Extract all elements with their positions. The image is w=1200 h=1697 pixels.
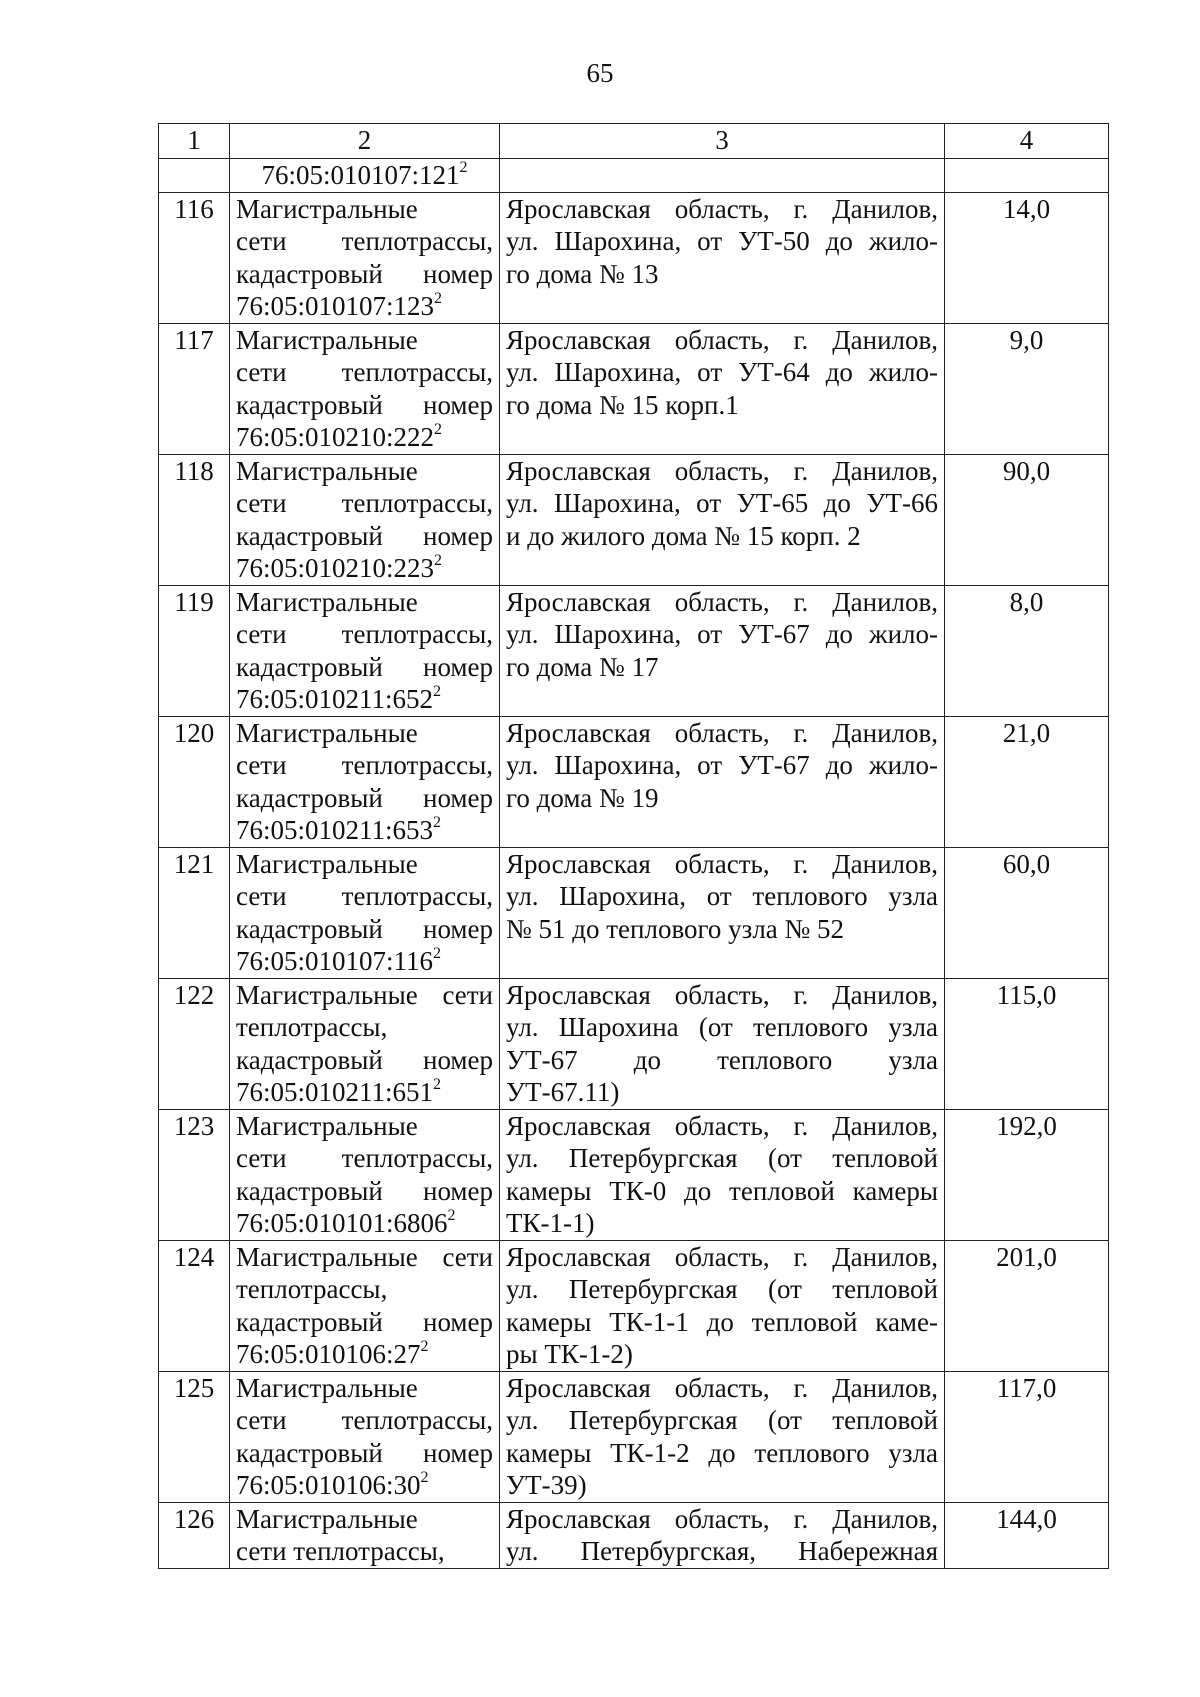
object-name-cell bbox=[230, 1109, 500, 1240]
heat-network-table bbox=[158, 123, 1109, 1569]
location-line: ул. Шарохина, от УТ-67 до жило- bbox=[506, 619, 938, 649]
location-line: Ярославская область, г. Данилов, bbox=[506, 848, 938, 879]
length-value: 117,0 bbox=[945, 1371, 1109, 1502]
location-line: го дома № 13 bbox=[506, 258, 659, 289]
object-name-line: кадастровый номер bbox=[236, 782, 493, 813]
footnote-marker: 2 bbox=[420, 1469, 429, 1486]
object-name-line: сети теплотрассы, bbox=[236, 881, 493, 911]
cadastral-number bbox=[236, 552, 493, 585]
footnote-marker: 2 bbox=[433, 683, 442, 700]
object-name-cell bbox=[230, 847, 500, 978]
object-name-cell bbox=[230, 1502, 500, 1568]
location-line: Ярославская область, г. Данилов, bbox=[506, 1241, 938, 1272]
row-number: 126 bbox=[159, 1502, 230, 1568]
cadastral-text: 76:05:010107:116 bbox=[236, 946, 434, 976]
column-number: 4 bbox=[945, 124, 1109, 159]
object-name-cell bbox=[230, 1240, 500, 1371]
cadastral-number bbox=[236, 683, 493, 716]
location-line: ул. Шарохина, от УТ-64 до жило- bbox=[506, 357, 938, 387]
location-cell bbox=[500, 978, 945, 1109]
length-value: 9,0 bbox=[945, 323, 1109, 454]
row-number: 121 bbox=[159, 847, 230, 978]
continuation-name-cell bbox=[230, 159, 500, 193]
cadastral-text: 76:05:010211:652 bbox=[236, 684, 434, 714]
continuation-num-cell bbox=[159, 159, 230, 193]
object-name-line: сети теплотрассы, bbox=[236, 1405, 493, 1435]
table-row bbox=[159, 323, 1109, 454]
length-value: 192,0 bbox=[945, 1109, 1109, 1240]
footnote-marker: 2 bbox=[447, 1207, 456, 1224]
object-name-cell bbox=[230, 978, 500, 1109]
cadastral-number bbox=[236, 814, 493, 847]
footnote-marker: 2 bbox=[433, 945, 442, 962]
location-line: УТ-67 до теплового узла bbox=[506, 1044, 938, 1075]
location-cell bbox=[500, 847, 945, 978]
length-value: 14,0 bbox=[945, 192, 1109, 323]
object-name-line: кадастровый номер bbox=[236, 258, 493, 289]
location-line: ул. Шарохина, от теплового узла bbox=[506, 881, 938, 911]
object-name-cell bbox=[230, 192, 500, 323]
object-name-line: Магистральные сети bbox=[236, 1241, 493, 1272]
location-line: камеры ТК-1-1 до тепловой каме- bbox=[506, 1306, 938, 1337]
object-name-line: Магистральные bbox=[236, 193, 418, 224]
table-row bbox=[159, 1109, 1109, 1240]
length-value: 8,0 bbox=[945, 585, 1109, 716]
location-line: Ярославская область, г. Данилов, bbox=[506, 717, 938, 748]
footnote-marker: 2 bbox=[459, 159, 468, 176]
cadastral-number bbox=[236, 945, 493, 978]
table-row bbox=[159, 585, 1109, 716]
object-name-cell bbox=[230, 323, 500, 454]
location-line: ул. Шарохина, от УТ-50 до жило- bbox=[506, 226, 938, 256]
column-number: 1 bbox=[159, 124, 230, 159]
location-line: и до жилого дома № 15 корп. 2 bbox=[506, 520, 861, 551]
object-name-line: кадастровый номер bbox=[236, 1175, 493, 1206]
location-cell bbox=[500, 585, 945, 716]
length-value: 144,0 bbox=[945, 1502, 1109, 1568]
location-line: ул. Петербургская (от тепловой bbox=[506, 1405, 938, 1435]
column-number: 3 bbox=[500, 124, 945, 159]
location-cell bbox=[500, 323, 945, 454]
footnote-marker: 2 bbox=[420, 1338, 429, 1355]
cadastral-number bbox=[236, 1207, 493, 1240]
location-cell bbox=[500, 1240, 945, 1371]
location-line: Ярославская область, г. Данилов, bbox=[506, 1372, 938, 1403]
row-number: 117 bbox=[159, 323, 230, 454]
location-line: № 51 до теплового узла № 52 bbox=[506, 913, 845, 944]
table-row bbox=[159, 454, 1109, 585]
object-name-line: кадастровый номер bbox=[236, 913, 493, 944]
location-line: ры ТК-1-2) bbox=[506, 1339, 633, 1369]
table-row bbox=[159, 978, 1109, 1109]
object-name-line: Магистральные bbox=[236, 1110, 418, 1141]
cadastral-number bbox=[236, 1338, 493, 1371]
location-cell bbox=[500, 454, 945, 585]
location-line: го дома № 17 bbox=[506, 651, 659, 682]
table-row bbox=[159, 1240, 1109, 1371]
location-cell bbox=[500, 716, 945, 847]
location-line: УТ-39) bbox=[506, 1470, 587, 1500]
object-name-line: теплотрассы, bbox=[236, 1012, 388, 1042]
location-line: го дома № 19 bbox=[506, 782, 659, 813]
cadastral-text: 76:05:010106:30 bbox=[236, 1470, 421, 1500]
cadastral-number bbox=[236, 421, 493, 454]
continuation-location-cell bbox=[500, 159, 945, 193]
object-name-line: кадастровый номер bbox=[236, 1044, 493, 1075]
object-name-line: сети теплотрассы, bbox=[236, 1536, 445, 1566]
cadastral-text: 76:05:010101:6806 bbox=[236, 1208, 448, 1238]
location-line: ул. Шарохина, от УТ-67 до жило- bbox=[506, 750, 938, 780]
object-name-line: Магистральные bbox=[236, 455, 418, 486]
location-line: Ярославская область, г. Данилов, bbox=[506, 1503, 938, 1534]
object-name-line: сети теплотрассы, bbox=[236, 357, 493, 387]
location-line: ул. Шарохина, от УТ-65 до УТ-66 bbox=[506, 488, 938, 518]
object-name-line: сети теплотрассы, bbox=[236, 488, 493, 518]
row-number: 122 bbox=[159, 978, 230, 1109]
footnote-marker: 2 bbox=[433, 814, 442, 831]
location-line: Ярославская область, г. Данилов, bbox=[506, 1110, 938, 1141]
object-name-line: сети теплотрассы, bbox=[236, 1143, 493, 1173]
footnote-marker: 2 bbox=[434, 552, 443, 569]
object-name-line: кадастровый номер bbox=[236, 520, 493, 551]
object-name-line: Магистральные bbox=[236, 717, 418, 748]
location-line: ул. Петербургская (от тепловой bbox=[506, 1274, 938, 1304]
cadastral-text: 76:05:010211:653 bbox=[236, 815, 434, 845]
length-value: 115,0 bbox=[945, 978, 1109, 1109]
location-line: камеры ТК-0 до тепловой камеры bbox=[506, 1175, 938, 1206]
location-line: ТК-1-1) bbox=[506, 1208, 595, 1238]
cadastral-text: 76:05:010210:222 bbox=[236, 422, 435, 452]
row-number: 124 bbox=[159, 1240, 230, 1371]
cadastral-number bbox=[236, 290, 493, 323]
location-line: го дома № 15 корп.1 bbox=[506, 389, 739, 420]
column-number-row bbox=[159, 124, 1109, 159]
cadastral-text: 76:05:010210:223 bbox=[236, 553, 435, 583]
object-name-line: кадастровый номер bbox=[236, 651, 493, 682]
location-cell bbox=[500, 192, 945, 323]
object-name-cell bbox=[230, 454, 500, 585]
footnote-marker: 2 bbox=[434, 290, 443, 307]
table-row bbox=[159, 847, 1109, 978]
cadastral-number bbox=[236, 1076, 493, 1109]
length-value: 90,0 bbox=[945, 454, 1109, 585]
location-line: камеры ТК-1-2 до теплового узла bbox=[506, 1437, 938, 1468]
object-name-cell bbox=[230, 716, 500, 847]
object-name-cell bbox=[230, 585, 500, 716]
footnote-marker: 2 bbox=[433, 1076, 442, 1093]
object-name-line: Магистральные bbox=[236, 1372, 418, 1403]
object-name-line: Магистральные bbox=[236, 1503, 418, 1534]
continuation-value-cell bbox=[945, 159, 1109, 193]
table-row bbox=[159, 192, 1109, 323]
object-name-line: сети теплотрассы, bbox=[236, 750, 493, 780]
object-name-cell bbox=[230, 1371, 500, 1502]
length-value: 60,0 bbox=[945, 847, 1109, 978]
object-name-line: Магистральные bbox=[236, 324, 418, 355]
location-line: Ярославская область, г. Данилов, bbox=[506, 324, 938, 355]
cadastral-text: 76:05:010211:651 bbox=[236, 1077, 434, 1107]
table-row bbox=[159, 1502, 1109, 1568]
location-cell bbox=[500, 1109, 945, 1240]
length-value: 201,0 bbox=[945, 1240, 1109, 1371]
object-name-line: Магистральные bbox=[236, 848, 418, 879]
cadastral-text: 76:05:010107:123 bbox=[236, 291, 435, 321]
location-line: ул. Шарохина (от теплового узла bbox=[506, 1012, 938, 1042]
cadastral-text: 76:05:010106:27 bbox=[236, 1339, 421, 1369]
object-name-line: Магистральные сети bbox=[236, 979, 493, 1010]
table-row bbox=[159, 716, 1109, 847]
row-number: 123 bbox=[159, 1109, 230, 1240]
length-value: 21,0 bbox=[945, 716, 1109, 847]
object-name-line: кадастровый номер bbox=[236, 1306, 493, 1337]
location-line: ул. Петербургская, Набережная bbox=[506, 1536, 938, 1566]
location-line: Ярославская область, г. Данилов, bbox=[506, 193, 938, 224]
column-number: 2 bbox=[230, 124, 500, 159]
location-line: Ярославская область, г. Данилов, bbox=[506, 586, 938, 617]
row-number: 125 bbox=[159, 1371, 230, 1502]
object-name-line: теплотрассы, bbox=[236, 1274, 388, 1304]
object-name-line: Магистральные bbox=[236, 586, 418, 617]
object-name-line: кадастровый номер bbox=[236, 1437, 493, 1468]
object-name-line: кадастровый номер bbox=[236, 389, 493, 420]
location-line: Ярославская область, г. Данилов, bbox=[506, 979, 938, 1010]
table-row bbox=[159, 1371, 1109, 1502]
row-number: 119 bbox=[159, 585, 230, 716]
cadastral-number bbox=[236, 1469, 493, 1502]
location-line: Ярославская область, г. Данилов, bbox=[506, 455, 938, 486]
continuation-row bbox=[159, 159, 1109, 193]
location-line: УТ-67.11) bbox=[506, 1077, 620, 1107]
row-number: 116 bbox=[159, 192, 230, 323]
location-cell bbox=[500, 1502, 945, 1568]
object-name-line: сети теплотрассы, bbox=[236, 619, 493, 649]
object-name-line: сети теплотрассы, bbox=[236, 226, 493, 256]
cadastral-text: 76:05:010107:121 bbox=[261, 160, 460, 190]
row-number: 118 bbox=[159, 454, 230, 585]
location-line: ул. Петербургская (от тепловой bbox=[506, 1143, 938, 1173]
page-number: 65 bbox=[586, 58, 614, 88]
row-number: 120 bbox=[159, 716, 230, 847]
cadastral-number bbox=[236, 159, 493, 192]
location-cell bbox=[500, 1371, 945, 1502]
footnote-marker: 2 bbox=[434, 421, 443, 438]
